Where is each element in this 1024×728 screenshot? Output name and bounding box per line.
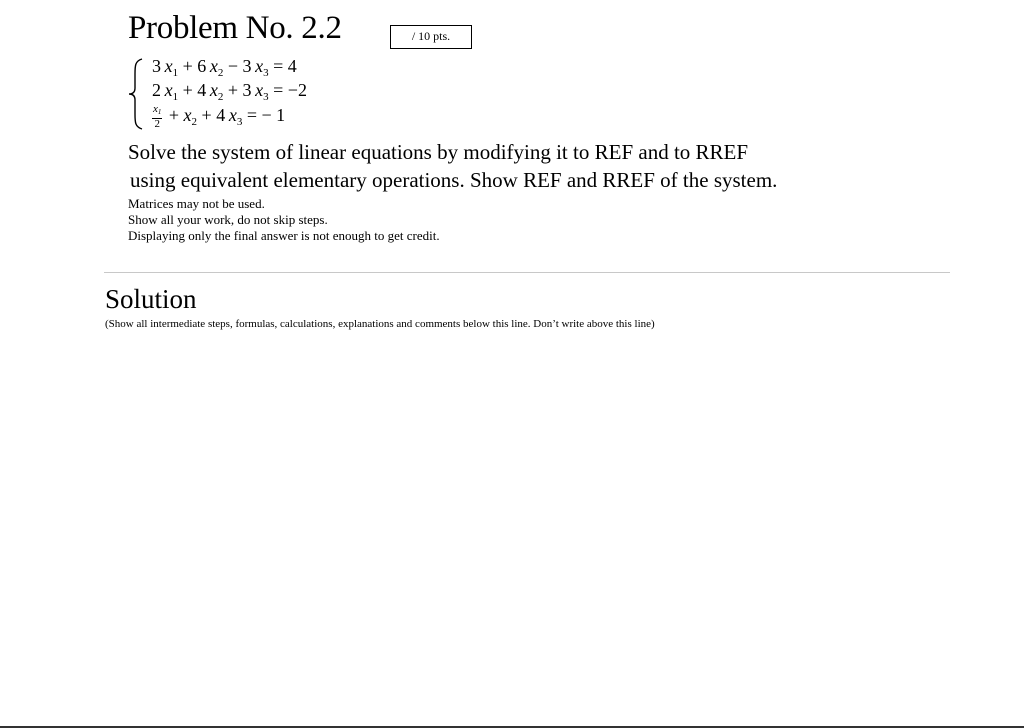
note-1: Matrices may not be used. [128, 196, 265, 211]
fraction: $\frac{x_1}{2}$ [153, 103, 162, 130]
solution-title: Solution [105, 284, 197, 314]
points-box: / 10 pts. [390, 25, 472, 49]
instruction-line-1: Solve the system of linear equations by modifying it to REF and to RREF [128, 140, 749, 164]
problem-title: Problem No. 2.2 [128, 10, 342, 46]
instructions [128, 138, 828, 194]
equation-1: 3 $x_1 + 6$ $x_2 - 3$ $x_3 = 4$ [152, 56, 297, 79]
equation-2: 2 $x_1 + 4$ $x_2 + 3$ $x_3 = -2$ [152, 80, 307, 103]
solution-note: (Show all intermediate steps, formulas, calculations, explanations and comments below this line. Don’t write above this line) [105, 318, 655, 330]
notes [128, 196, 440, 244]
equation-system [128, 56, 388, 132]
equation-3: $\frac{x_1}{2}$ + $x_2 + 4$ $x_3$ = − 1 [153, 103, 286, 130]
left-brace [128, 58, 146, 130]
note-2: Show all your work, do not skip steps. [128, 212, 328, 227]
note-3: Displaying only the final answer is not enough to get credit. [128, 228, 440, 243]
instruction-line-2: using equivalent elementary operations. Show REF and RREF of the system. [130, 168, 778, 192]
divider [104, 272, 950, 273]
